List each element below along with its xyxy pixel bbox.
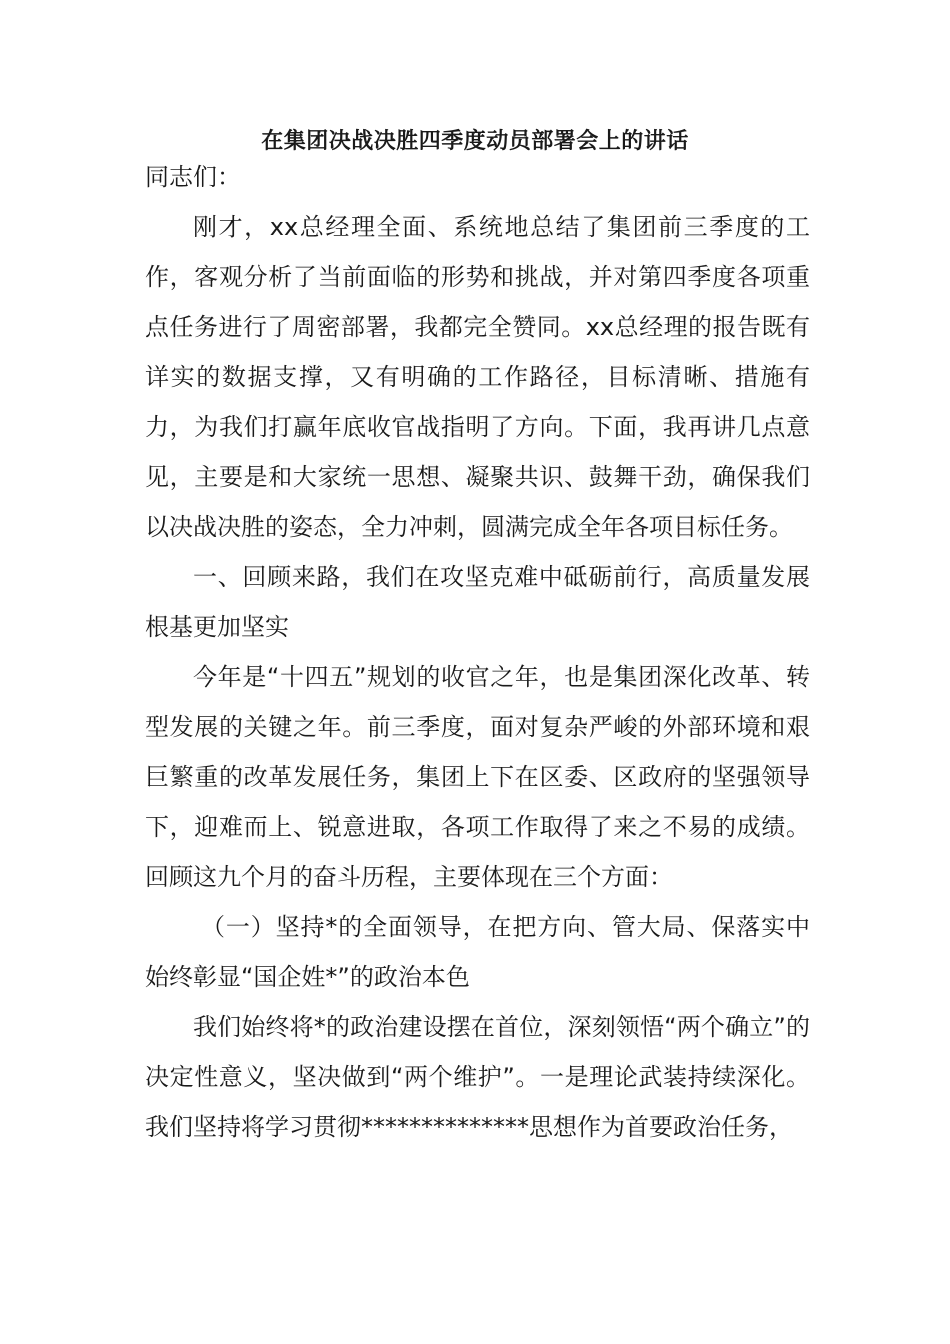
salutation: 同志们： (145, 163, 241, 191)
section-heading-1: 一、回顾来路，我们在攻坚克难中砥砺前行，高质量发展根基更加坚实 (145, 563, 810, 641)
paragraph-political-building: 我们始终将*的政治建设摆在首位，深刻领悟“两个确立”的决定性意义，坚决做到“两个维护”。一是理论武装持续深化。我们坚持将学习贯彻**************思想作为首要政治任务， (145, 1013, 810, 1141)
paragraph-review: 今年是“十四五”规划的收官之年，也是集团深化改革、转型发展的关键之年。前三季度，面对复杂严峻的外部环境和艰巨繁重的改革发展任务，集团上下在区委、区政府的坚强领导下，迎难而上、锐意进取，各项工作取得了来之不易的成绩。回顾这九个月的奋斗历程，主要体现在三个方面： (145, 663, 810, 891)
paragraph-opening: 刚才，xx总经理全面、系统地总结了集团前三季度的工作，客观分析了当前面临的形势和挑战，并对第四季度各项重点任务进行了周密部署，我都完全赞同。xx总经理的报告既有详实的数据支撑，又有明确的工作路径，目标清晰、措施有力，为我们打赢年底收官战指明了方向。下面，我再讲几点意见，主要是和大家统一思想、凝聚共识、鼓舞干劲，确保我们以决战决胜的姿态，全力冲刺，圆满完成全年各项目标任务。 (145, 213, 810, 541)
subsection-heading-1: （一）坚持*的全面领导，在把方向、管大局、保落实中始终彰显“国企姓*”的政治本色 (145, 913, 810, 991)
document-body (145, 152, 810, 1152)
document-title: 在集团决战决胜四季度动员部署会上的讲话 (261, 129, 689, 154)
